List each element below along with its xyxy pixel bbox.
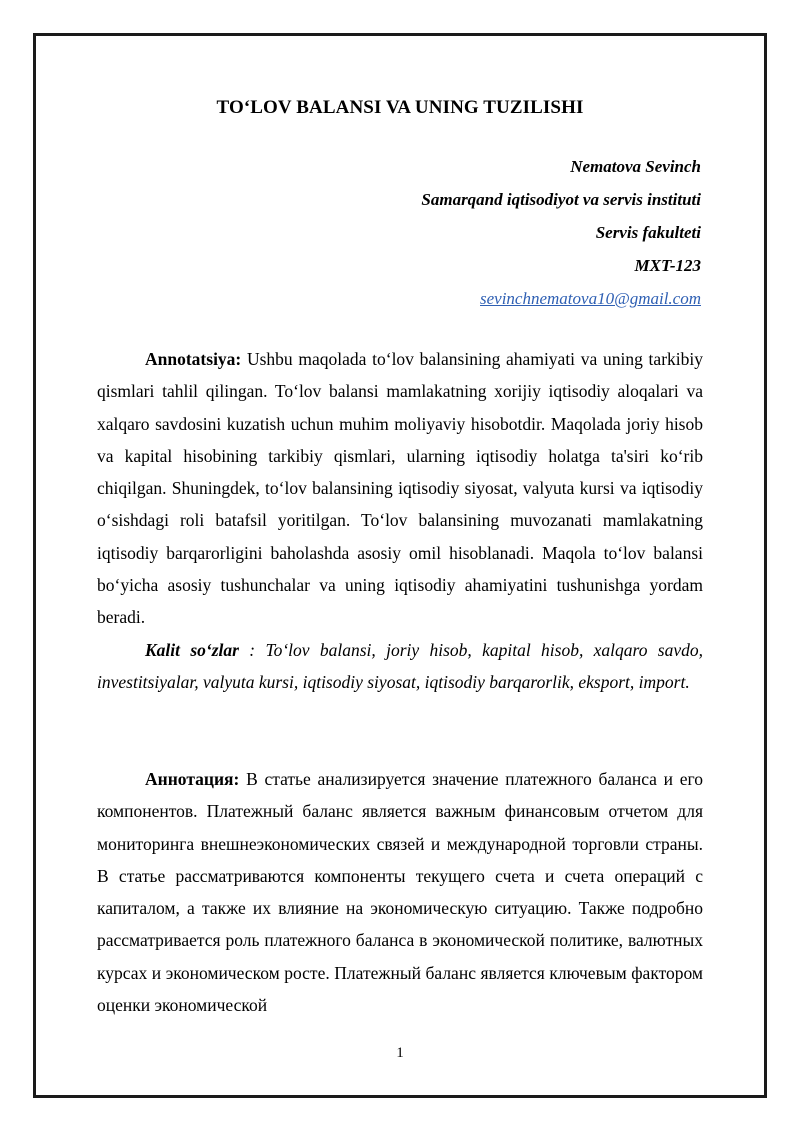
author-faculty: Servis fakulteti [595, 223, 701, 242]
paper-title: TO‘LOV BALANSI VA UNING TUZILISHI [216, 97, 584, 118]
page-number: 1 [396, 1045, 404, 1061]
annotation-ru [97, 763, 703, 1021]
keywords [97, 634, 703, 699]
author-name: Nematova Sevinch [570, 157, 701, 176]
author-block [421, 150, 701, 315]
annotation-uz-label: Annotatsiya: [145, 349, 242, 369]
annotation-ru-text: В статье анализируется значение платежного баланса и его компонентов. Платежный баланс является важным финансовым отчетом для мониторинга внешнеэкономических связей и международной торговли страны. В статье рассматриваются компоненты текущего счета и счета операций с капиталом, а также их влияние на экономическую ситуацию. Также подробно рассматривается роль платежного баланса в экономической политике, валютных курсах и экономическом росте. Платежный баланс является ключевым фактором оценки экономической [97, 769, 703, 1016]
keywords-label: Kalit so‘zlar [145, 640, 239, 660]
author-group: MXT-123 [634, 256, 701, 275]
keywords-text: : To‘lov balansi, joriy hisob, kapital hisob, xalqaro savdo, investitsiyalar, valyuta kursi, iqtisodiy siyosat, iqtisodiy barqarorlik, eksport, import. [97, 640, 703, 693]
annotation-ru-label: Аннотация: [145, 769, 240, 789]
annotation-uz-text: Ushbu maqolada to‘lov balansining ahamiyati va uning tarkibiy qismlari tahlil qilingan. To‘lov balansi mamlakatning xorijiy iqtisodiy aloqalari va xalqaro savdosini kuzatish uchun muhim moliyaviy hisobotdir. Maqolada joriy hisob va kapital hisobining tarkibiy qismlari, ularning iqtisodiy holatga ta'siri ko‘rib chiqilgan. Shuningdek, to‘lov balansining iqtisodiy siyosat, valyuta kursi va iqtisodiy o‘sishdagi roli batafsil yoritilgan. To‘lov balansining muvozanati mamlakatning iqtisodiy barqarorligini baholashda asosiy omil hisoblanadi. Maqola to‘lov balansi bo‘yicha asosiy tushunchalar va uning iqtisodiy ahamiyatini tushunishga yordam beradi. [97, 349, 703, 628]
author-email-link[interactable]: sevinchnematova10@gmail.com [480, 289, 701, 308]
annotation-uz [97, 343, 703, 634]
author-institution: Samarqand iqtisodiyot va servis instituti [421, 190, 701, 209]
